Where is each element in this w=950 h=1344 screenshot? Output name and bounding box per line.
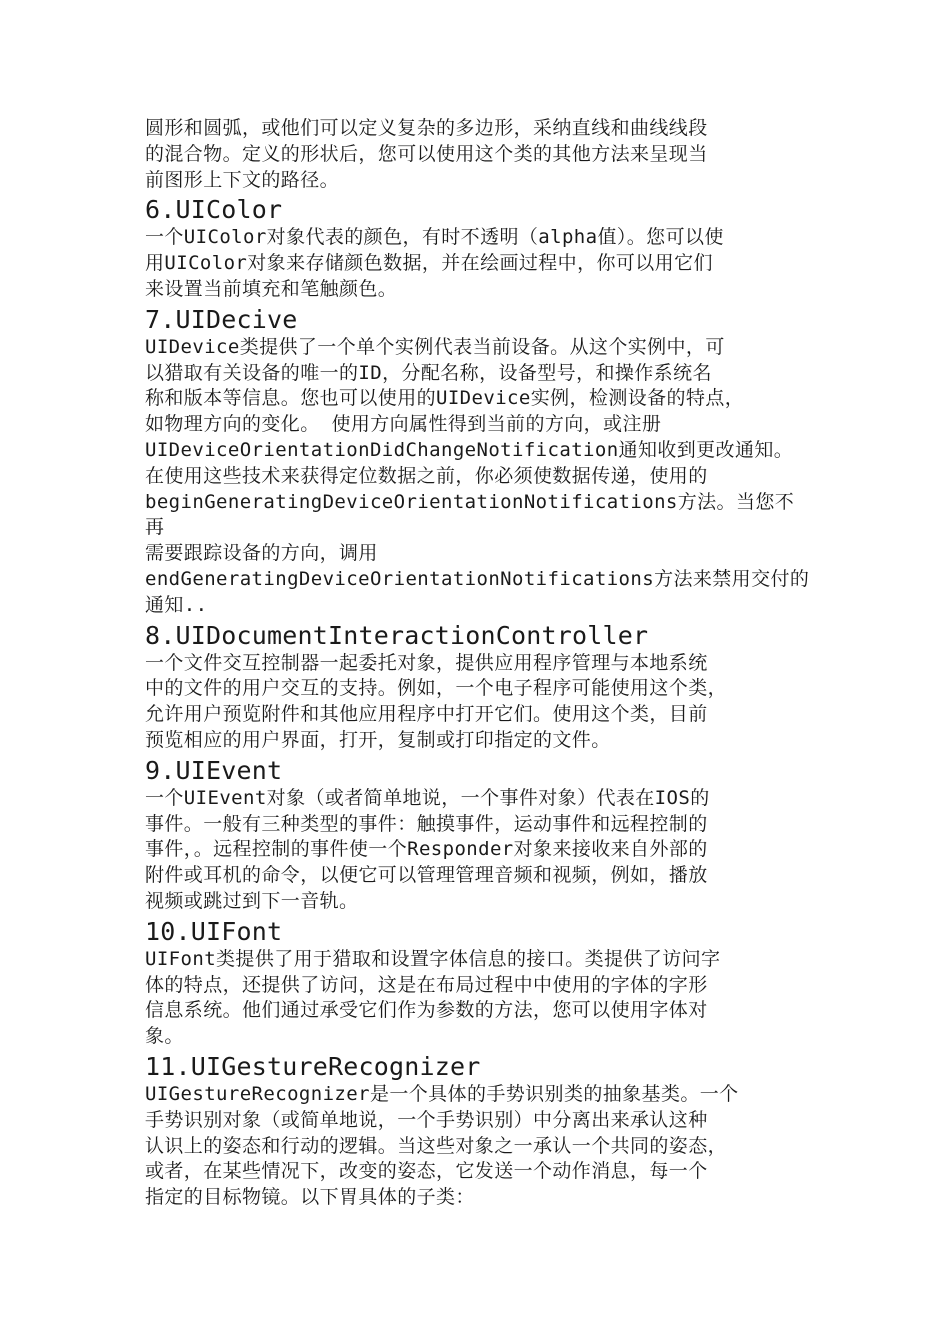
section-heading-uievent: 9.UIEvent bbox=[145, 755, 283, 785]
section-body-uidevice: UIDevice类提供了一个单个实例代表当前设备。从这个实例中，可 以猎取有关设备的唯一的ID，分配名称，设备型号，和操作系统名 称和版本等信息。您也可以使用的UIDevice实例，检测设备的特点， 如物理方向的变化。 使用方向属性得到当前的方向，或注册 UIDeviceOrientationDidChangeNotification通知收到更改通知。 在使用这些技术来获得定位数据之前，你必须使数据传递，使用的 beginGeneratingDeviceOrientationNotifications方法。当您不再 需要跟踪设备的方向，调用 endGeneratingDeviceOrientationNotifications方法来禁用交付的 通知.. bbox=[145, 335, 810, 616]
section-body-uievent: 一个UIEvent对象（或者简单地说，一个事件对象）代表在IOS的 事件。一般有三种类型的事件：触摸事件，运动事件和远程控制的 事件，。远程控制的事件使一个Responder对象来接收来自外部的 附件或耳机的命令，以便它可以管理管理音频和视频，例如，播放 视频或跳过到下一音轨。 bbox=[145, 786, 710, 912]
section-heading-uidevice: 7.UIDecive bbox=[145, 304, 298, 334]
section-body-uicolor: 一个UIColor对象代表的颜色，有时不透明（alpha值）。您可以使 用UIColor对象来存储颜色数据，并在绘画过程中，你可以用它们 来设置当前填充和笔触颜色。 bbox=[145, 226, 724, 300]
document-content bbox=[145, 116, 810, 1211]
section-body-uifont: UIFont类提供了用于猎取和设置字体信息的接口。类提供了访问字 体的特点，还提供了访问，这是在布局过程中中使用的字体的字形 信息系统。他们通过承受它们作为参数的方法，您可以使用字体对 象。 bbox=[145, 947, 721, 1048]
section-heading-uidocumentinteractioncontroller: 8.UIDocumentInteractionController bbox=[145, 620, 649, 650]
section-heading-uicolor: 6.UIColor bbox=[145, 195, 283, 225]
section-body-uigesturerecognizer: UIGestureRecognizer是一个具体的手势识别类的抽象基类。一个 手势识别对象（或简单地说，一个手势识别）中分离出来承认这种 认识上的姿态和行动的逻辑。当这些对象之一承认一个共同的姿态， 或者，在某些情况下，改变的姿态，它发送一个动作消息，每一个 指定的目标物镜。以下胃具体的子类： bbox=[145, 1082, 739, 1209]
intro-paragraph: 圆形和圆弧，或他们可以定义复杂的多边形，采纳直线和曲线线段 的混合物。定义的形状后，您可以使用这个类的其他方法来呈现当 前图形上下文的路径。 bbox=[145, 117, 708, 191]
section-heading-uigesturerecognizer: 11.UIGestureRecognizer bbox=[145, 1051, 481, 1081]
section-heading-uifont: 10.UIFont bbox=[145, 916, 283, 946]
section-body-uidocumentinteractioncontroller: 一个文件交互控制器一起委托对象，提供应用程序管理与本地系统 中的文件的用户交互的支持。例如，一个电子程序可能使用这个类， 允许用户预览附件和其他应用程序中打开它们。使用这个类，目前 预览相应的用户界面，打开，复制或打印指定的文件。 bbox=[145, 651, 728, 751]
